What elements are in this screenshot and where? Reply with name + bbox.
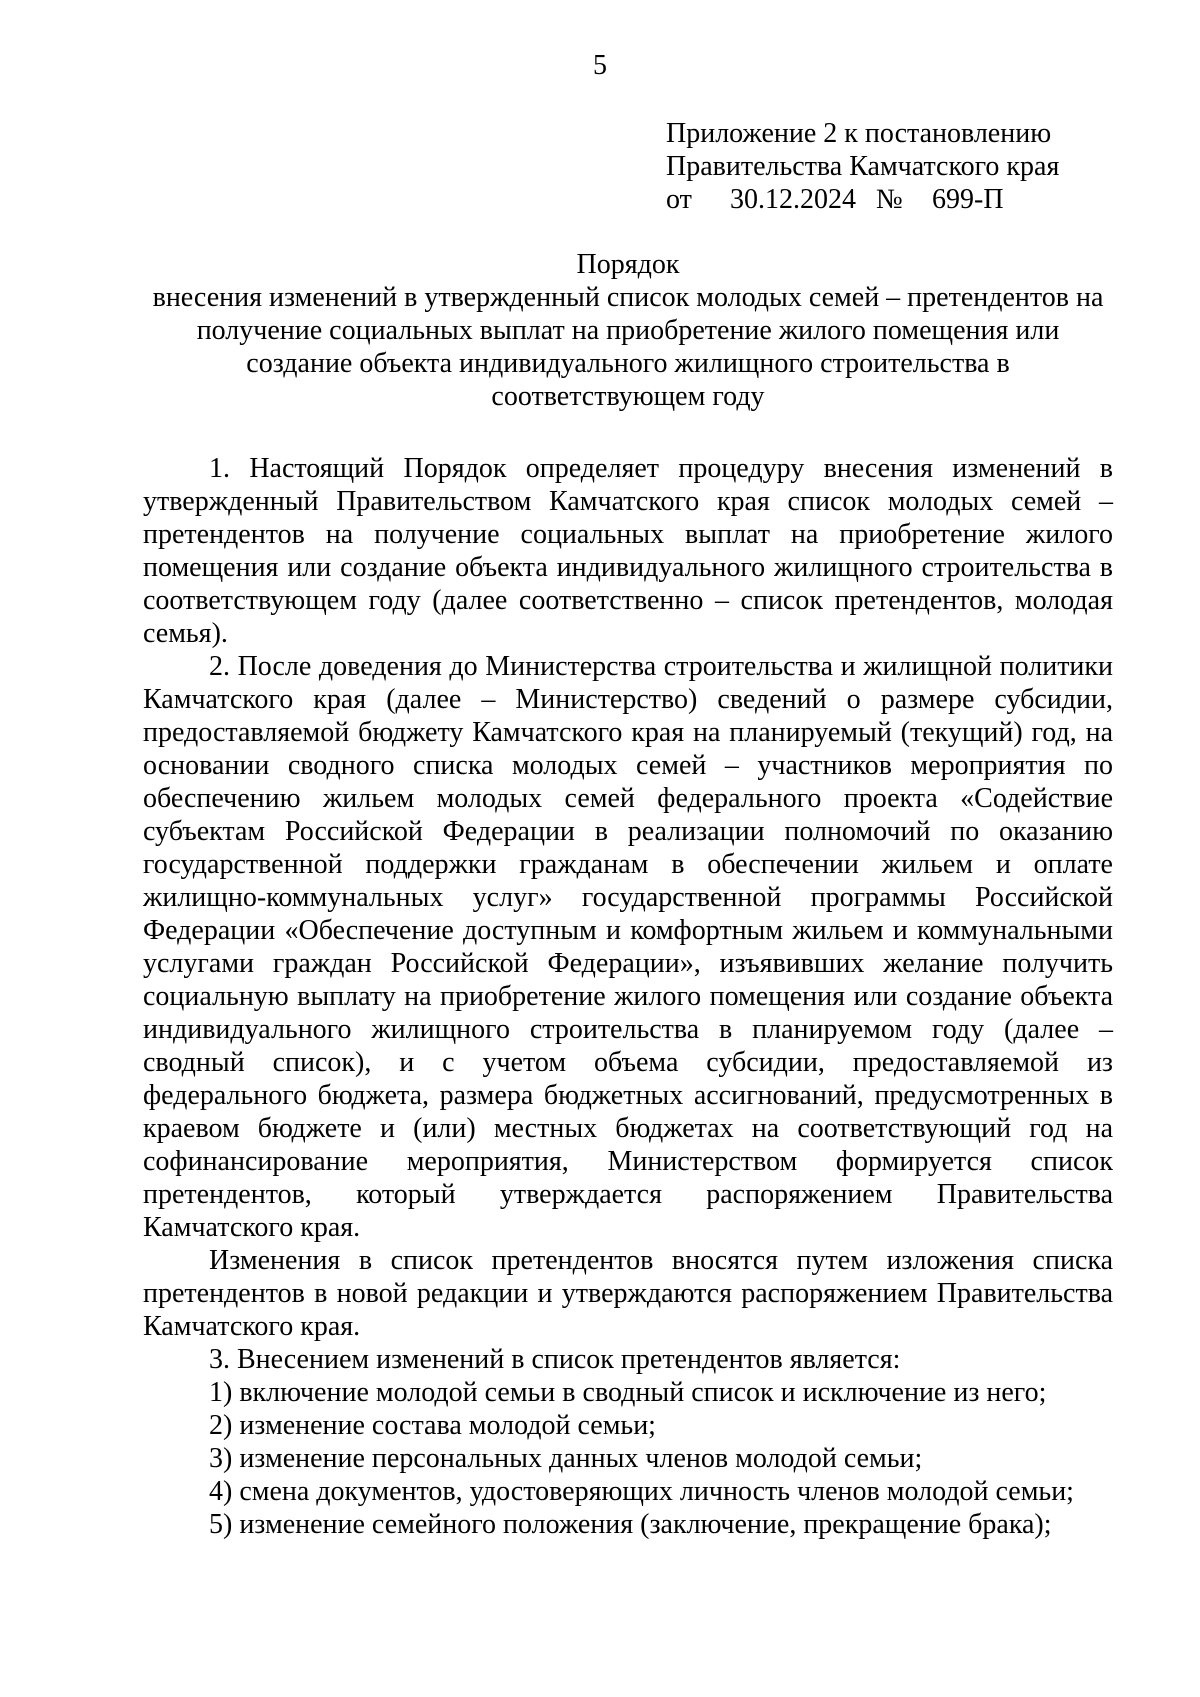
paragraph-2-continuation: Изменения в список претендентов вносятся путем изложения списка претендентов в новой редакции и утверждаются распоряжением Правительства Камчатского края. (143, 1245, 1113, 1342)
document-title (143, 248, 1113, 413)
annex-date: 30.12.2024 (730, 184, 856, 215)
title-line-4: соответствующем году (491, 381, 765, 412)
list-item: 2) изменение состава молодой семьи; (209, 1410, 656, 1441)
annex-header (666, 117, 1059, 216)
list-item: 5) изменение семейного положения (заключение, прекращение брака); (209, 1509, 1052, 1540)
list-item: 1) включение молодой семьи в сводный список и исключение из него; (209, 1377, 1047, 1408)
paragraph-1: 1. Настоящий Порядок определяет процедуру внесения изменений в утвержденный Правительством Камчатского края список молодых семей – претендентов на получение социальных выплат на приобретение жилого помещения или создание объекта индивидуального жилищного строительства в соответствующем году (далее соответственно – список претендентов, молодая семья). (143, 453, 1113, 649)
annex-number-sign: № (876, 184, 903, 215)
document-body (143, 452, 1113, 1541)
title-heading: Порядок (576, 249, 680, 280)
title-line-1: внесения изменений в утвержденный список молодых семей – претендентов на (152, 282, 1104, 313)
annex-line-1: Приложение 2 к постановлению (666, 118, 1052, 149)
annex-number: 699-П (932, 184, 1004, 215)
list-item: 3) изменение персональных данных членов молодой семьи; (209, 1443, 923, 1474)
annex-reference (666, 183, 1059, 216)
title-line-3: создание объекта индивидуального жилищного строительства в (246, 348, 1010, 379)
page-number: 5 (593, 50, 607, 81)
title-line-2: получение социальных выплат на приобретение жилого помещения или (196, 315, 1060, 346)
annex-from-label: от (666, 184, 692, 215)
section-3-intro: 3. Внесением изменений в список претендентов является: (209, 1344, 901, 1375)
list-item: 4) смена документов, удостоверяющих личность членов молодой семьи; (209, 1476, 1074, 1507)
annex-line-2: Правительства Камчатского края (666, 151, 1060, 182)
paragraph-2: 2. После доведения до Министерства строительства и жилищной политики Камчатского края (далее – Министерство) сведений о размере субсидии, предоставляемой бюджету Камчатского края на планируемый (текущий) год, на основании сводного списка молодых семей – участников мероприятия по обеспечению жильем молодых семей федерального проекта «Содействие субъектам Российской Федерации в реализации полномочий по оказанию государственной поддержки гражданам в обеспечении жильем и оплате жилищно-коммунальных услуг» государственной программы Российской Федерации «Обеспечение доступным и комфортным жильем и коммунальными услугами граждан Российской Федерации», изъявивших желание получить социальную выплату на приобретение жилого помещения или создание объекта индивидуального жилищного строительства в планируемом году (далее – сводный список), и с учетом объема субсидии, предоставляемой из федерального бюджета, размера бюджетных ассигнований, предусмотренных в краевом бюджете и (или) местных бюджетах на соответствующий год на софинансирование мероприятия, Министерством формируется список претендентов, который утверждается распоряжением Правительства Камчатского края. (143, 651, 1113, 1243)
